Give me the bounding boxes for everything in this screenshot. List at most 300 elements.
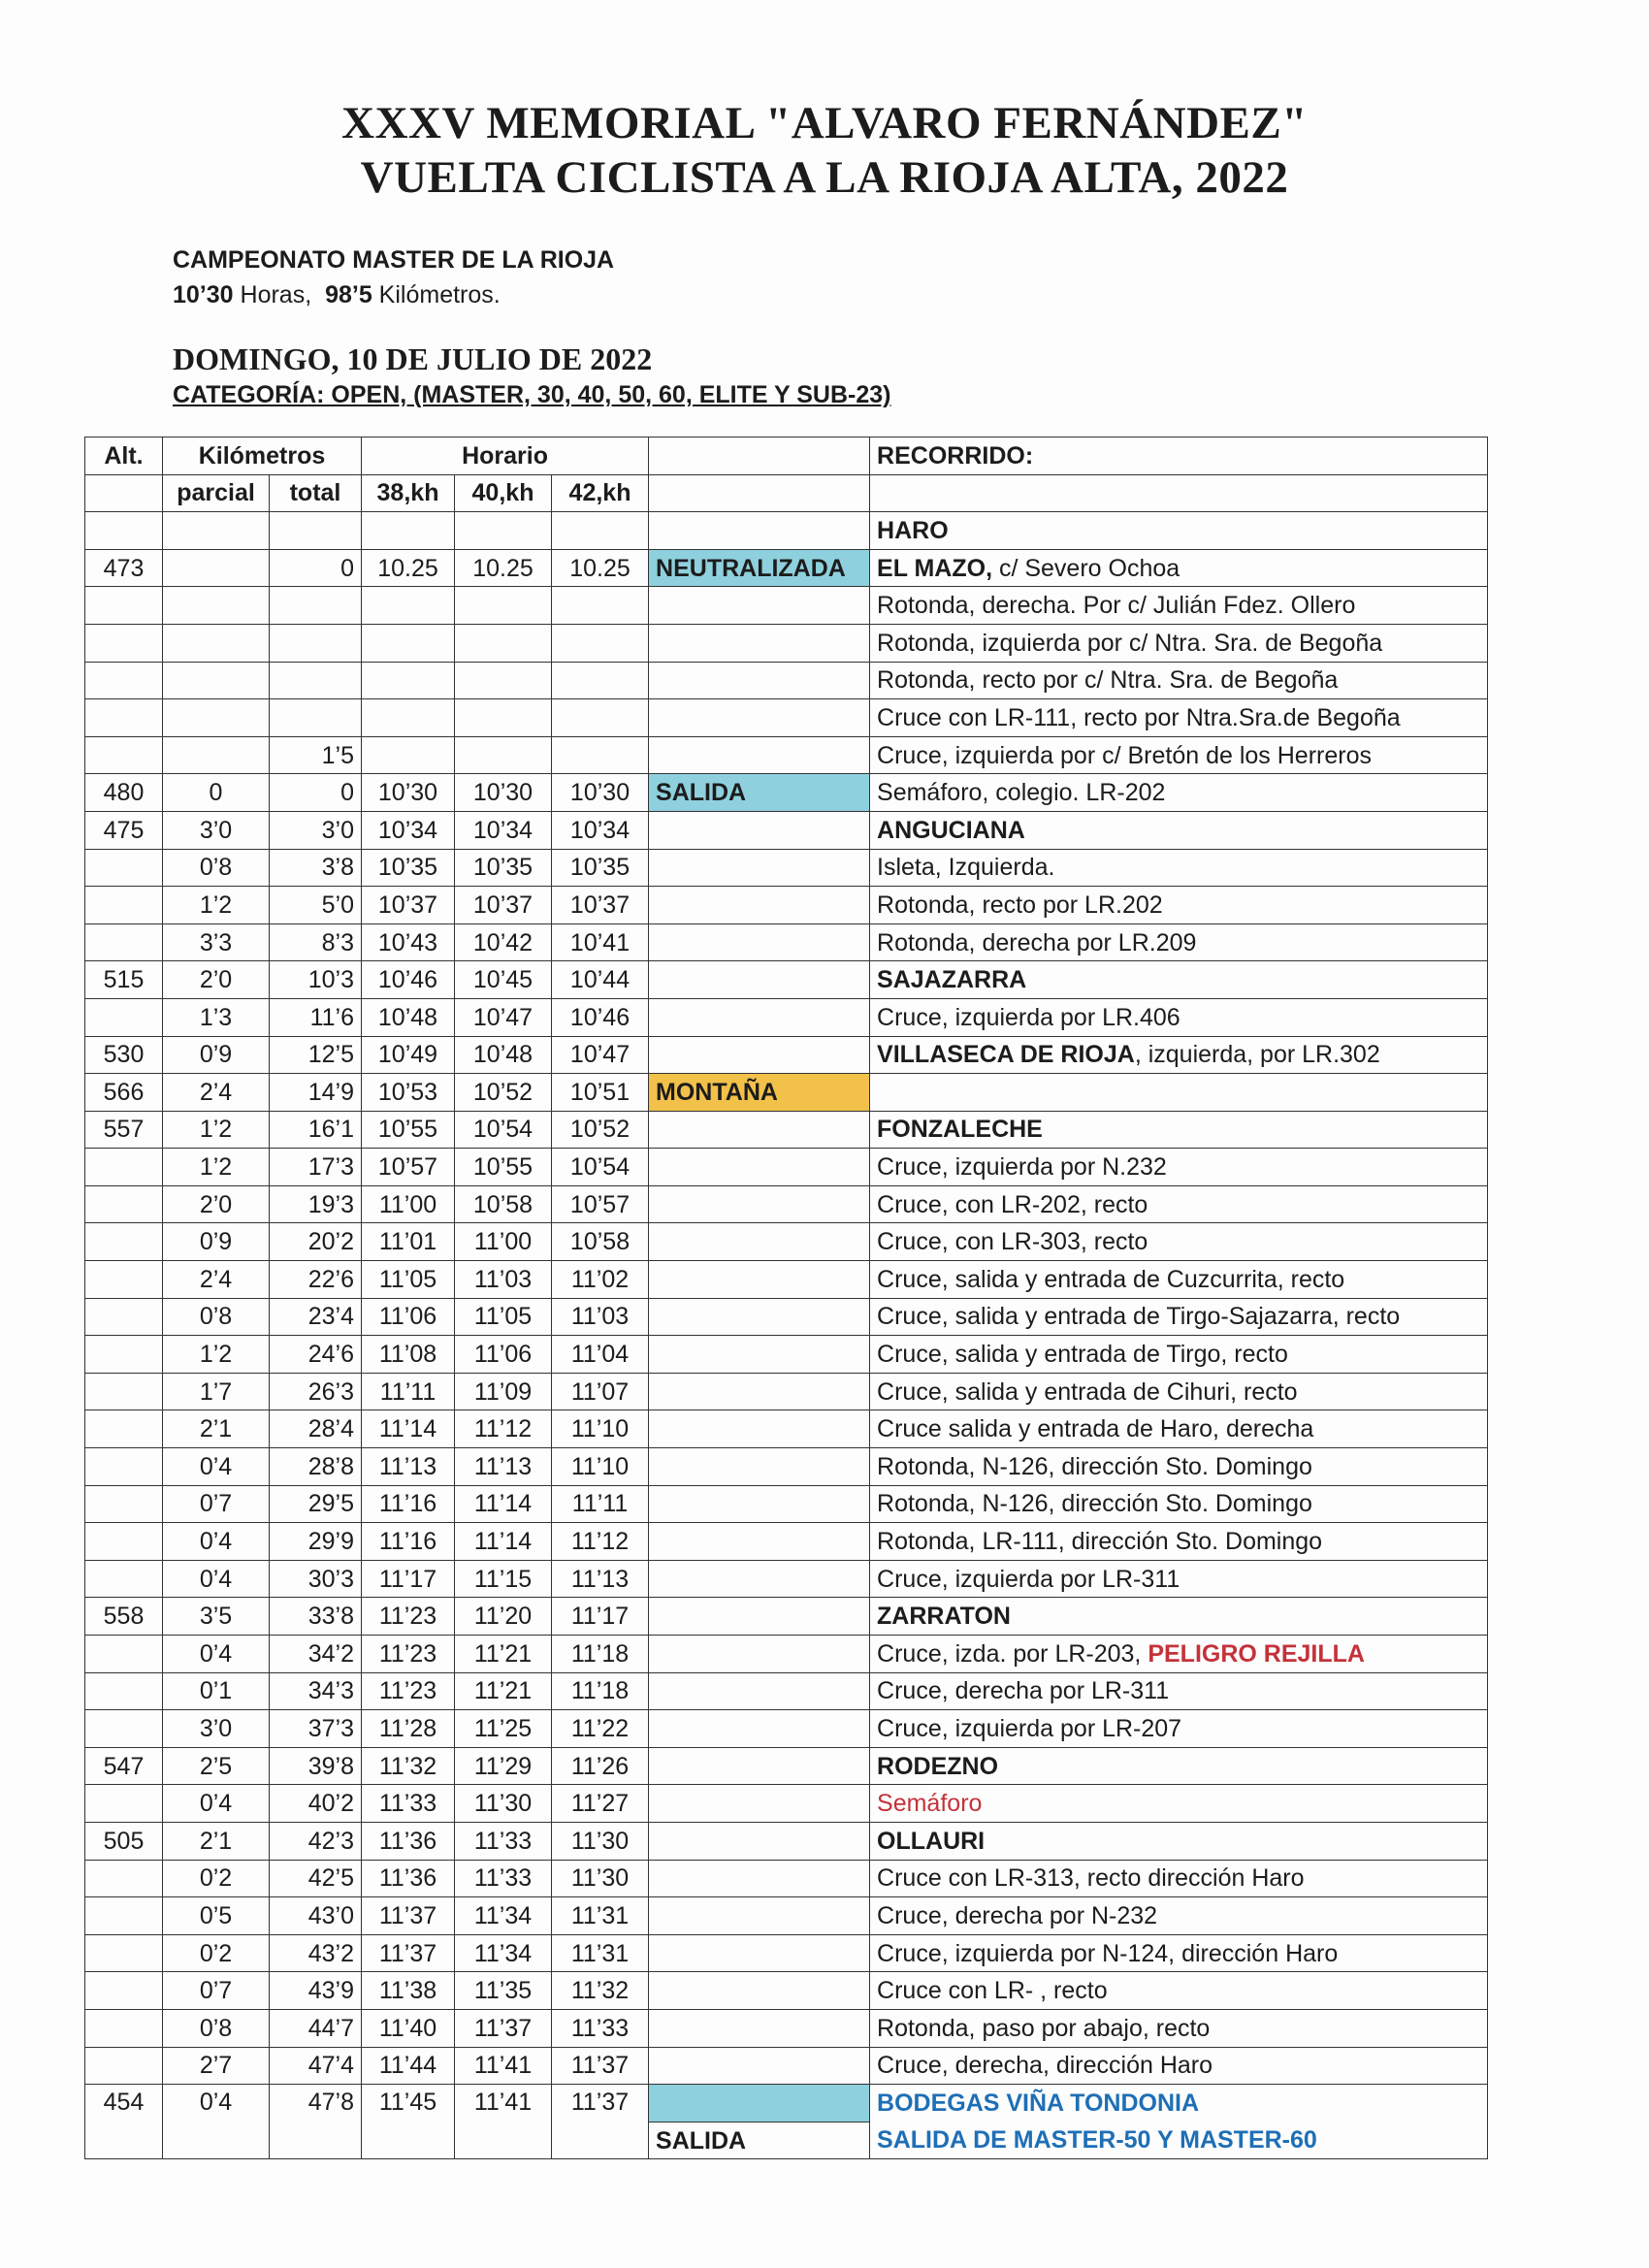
route-text: Semáforo, colegio. LR-202 <box>877 779 1166 807</box>
header-blank <box>85 474 163 512</box>
cell-total: 47’4 <box>270 2047 362 2085</box>
cell-total: 44’7 <box>270 2009 362 2047</box>
cell-time-38: 11’11 <box>362 1373 455 1410</box>
cell-total: 19’3 <box>270 1185 362 1223</box>
cell-alt <box>85 587 163 625</box>
route-text: Rotonda, N-126, dirección Sto. Domingo <box>877 1490 1312 1518</box>
cell-status-tag <box>649 2047 870 2085</box>
cell-status-tag <box>649 1785 870 1823</box>
cell-total: 1’5 <box>270 736 362 774</box>
final-rows <box>85 2085 1488 2159</box>
cell-parcial: 3’0 <box>163 1710 270 1748</box>
route-text: Cruce, izquierda por N-124, dirección Haro <box>877 1939 1339 1967</box>
cell-total: 40’2 <box>270 1785 362 1823</box>
cell-status-tag <box>649 811 870 849</box>
cell-status-tag <box>649 1185 870 1223</box>
cell-alt: 558 <box>85 1598 163 1636</box>
cell-parcial <box>163 624 270 662</box>
route-text: Cruce con LR- , recto <box>877 1977 1108 2005</box>
cell-time-40: 10’48 <box>455 1036 552 1074</box>
route-text: VILLASECA DE RIOJA <box>877 1041 1135 1069</box>
cell-parcial: 3’5 <box>163 1598 270 1636</box>
cell-time-38: 11’23 <box>362 1636 455 1673</box>
cell-alt <box>85 1223 163 1261</box>
cell-route-salida-master: SALIDA DE MASTER-50 Y MASTER-60 <box>870 2122 1488 2159</box>
table-row <box>85 1373 1488 1410</box>
cell-time-40: 11’05 <box>455 1298 552 1336</box>
cell-time-40: 11’41 <box>455 2047 552 2085</box>
cell-parcial: 0’1 <box>163 1672 270 1710</box>
cell-time-42 <box>552 736 649 774</box>
cell-alt <box>85 1185 163 1223</box>
cell-total: 34’2 <box>270 1636 362 1673</box>
cell-time-38: 10’43 <box>362 923 455 961</box>
cell-status-tag <box>649 1560 870 1598</box>
document-title-line1: XXXV MEMORIAL "ALVARO FERNÁNDEZ" <box>341 98 1308 148</box>
table-row <box>85 512 1488 550</box>
table-row-final <box>85 2085 1488 2122</box>
route-text: Cruce, con LR-202, recto <box>877 1190 1148 1218</box>
cell-time-40: 11’13 <box>455 1448 552 1486</box>
cell-total: 23’4 <box>270 1298 362 1336</box>
cell-time-38: 11’14 <box>362 1410 455 1448</box>
cell-time-38: 11’23 <box>362 1598 455 1636</box>
cell-status-tag <box>649 1672 870 1710</box>
cell-total: 37’3 <box>270 1710 362 1748</box>
cell-total: 47’8 <box>270 2085 362 2159</box>
cell-time-38 <box>362 662 455 699</box>
table-row <box>85 1523 1488 1561</box>
cell-alt <box>85 2009 163 2047</box>
cell-alt <box>85 1373 163 1410</box>
cell-time-40: 11’25 <box>455 1710 552 1748</box>
cell-time-38: 11’37 <box>362 1934 455 1972</box>
cell-route <box>870 1747 1488 1785</box>
cell-time-38: 11’40 <box>362 2009 455 2047</box>
table-row <box>85 774 1488 812</box>
table-row <box>85 1111 1488 1149</box>
cell-time-40: 10’47 <box>455 998 552 1036</box>
cell-time-42: 11’12 <box>552 1523 649 1561</box>
cell-alt <box>85 1710 163 1748</box>
cell-time-40: 10’42 <box>455 923 552 961</box>
document-title-line2: VUELTA CICLISTA A LA RIOJA ALTA, 2022 <box>360 152 1289 203</box>
route-text: Cruce, salida y entrada de Tirgo-Sajazarra, recto <box>877 1303 1401 1331</box>
cell-time-42: 10’46 <box>552 998 649 1036</box>
header-row-1 <box>85 437 1488 475</box>
cell-time-42: 10’54 <box>552 1149 649 1186</box>
cell-parcial <box>163 587 270 625</box>
cell-time-42: 11’37 <box>552 2047 649 2085</box>
cell-time-42: 11’07 <box>552 1373 649 1410</box>
cell-time-40: 11’34 <box>455 1934 552 1972</box>
cell-time-40: 11’34 <box>455 1897 552 1935</box>
table-row <box>85 1747 1488 1785</box>
cell-alt <box>85 1560 163 1598</box>
cell-time-38: 11’17 <box>362 1560 455 1598</box>
cell-total: 17’3 <box>270 1149 362 1186</box>
cell-total: 3’0 <box>270 811 362 849</box>
cell-route <box>870 1298 1488 1336</box>
cell-time-42: 11’33 <box>552 2009 649 2047</box>
route-text: Cruce, izquierda por c/ Bretón de los Herreros <box>877 741 1372 769</box>
cell-status-tag <box>649 1336 870 1374</box>
cell-alt: 566 <box>85 1074 163 1112</box>
cell-alt <box>85 512 163 550</box>
cell-time-38: 10’48 <box>362 998 455 1036</box>
route-text: Rotonda, derecha por LR.209 <box>877 928 1197 956</box>
cell-route <box>870 1036 1488 1074</box>
cell-time-40: 10’55 <box>455 1149 552 1186</box>
route-text: RODEZNO <box>877 1752 999 1780</box>
cell-status-tag: SALIDA <box>649 774 870 812</box>
route-text: SAJAZARRA <box>877 966 1027 994</box>
cell-route <box>870 1223 1488 1261</box>
route-text: ANGUCIANA <box>877 816 1025 844</box>
cell-time-38: 11’37 <box>362 1897 455 1935</box>
cell-time-40: 11’33 <box>455 1822 552 1860</box>
cell-time-42 <box>552 699 649 737</box>
cell-status-tag <box>649 1523 870 1561</box>
route-detail: , izquierda, por LR.302 <box>1134 1041 1380 1069</box>
cell-parcial: 1’2 <box>163 1149 270 1186</box>
cell-parcial: 0’8 <box>163 849 270 887</box>
cell-parcial: 0’8 <box>163 2009 270 2047</box>
route-body <box>85 512 1488 2085</box>
cell-status-tag <box>649 1747 870 1785</box>
table-row <box>85 1560 1488 1598</box>
cell-total: 26’3 <box>270 1373 362 1410</box>
cell-status-tag <box>649 1261 870 1299</box>
cell-parcial: 2’4 <box>163 1261 270 1299</box>
cell-time-38: 11’28 <box>362 1710 455 1748</box>
cell-time-40: 11’21 <box>455 1672 552 1710</box>
cell-route <box>870 624 1488 662</box>
header-speed-40: 40,kh <box>455 474 552 512</box>
cell-total: 11’6 <box>270 998 362 1036</box>
cell-alt: 473 <box>85 549 163 587</box>
route-text: Isleta, Izquierda. <box>877 854 1055 882</box>
cell-total: 20’2 <box>270 1223 362 1261</box>
cell-route <box>870 512 1488 550</box>
cell-time-40 <box>455 662 552 699</box>
cell-parcial: 0 <box>163 774 270 812</box>
route-text: ZARRATON <box>877 1603 1011 1631</box>
cell-route <box>870 1485 1488 1523</box>
route-text: OLLAURI <box>877 1827 986 1855</box>
distance-unit: Kilómetros. <box>372 281 501 308</box>
cell-parcial: 2’1 <box>163 1822 270 1860</box>
route-text: Semáforo <box>877 1790 983 1818</box>
cell-alt <box>85 2047 163 2085</box>
table-row <box>85 1074 1488 1112</box>
header-blank <box>870 474 1488 512</box>
route-text: Cruce, izda. por LR-203, <box>877 1639 1148 1668</box>
table-row <box>85 1672 1488 1710</box>
cell-time-38: 11’32 <box>362 1747 455 1785</box>
cell-parcial <box>163 736 270 774</box>
header-kilometros: Kilómetros <box>163 437 362 475</box>
header-blank <box>649 437 870 475</box>
race-date: DOMINGO, 10 DE JULIO DE 2022 <box>173 341 653 376</box>
cell-time-40 <box>455 587 552 625</box>
route-text: Rotonda, derecha. Por c/ Julián Fdez. Ollero <box>877 592 1356 620</box>
cell-parcial: 1’7 <box>163 1373 270 1410</box>
route-text: Cruce con LR-313, recto dirección Haro <box>877 1864 1305 1893</box>
cell-parcial: 0’7 <box>163 1972 270 2010</box>
cell-route <box>870 1860 1488 1897</box>
cell-route <box>870 1448 1488 1486</box>
cell-status-tag <box>649 1410 870 1448</box>
table-row <box>85 1710 1488 1748</box>
cell-total: 16’1 <box>270 1111 362 1149</box>
cell-alt <box>85 1972 163 2010</box>
cell-parcial: 0’2 <box>163 1860 270 1897</box>
table-row <box>85 1822 1488 1860</box>
cell-total: 39’8 <box>270 1747 362 1785</box>
cell-alt <box>85 1785 163 1823</box>
route-text: Cruce, derecha por LR-311 <box>877 1677 1170 1705</box>
cell-parcial: 1’2 <box>163 887 270 924</box>
route-table <box>84 437 1488 2159</box>
cell-time-38: 11’44 <box>362 2047 455 2085</box>
cell-parcial <box>163 512 270 550</box>
cell-status-tag <box>649 587 870 625</box>
cell-parcial: 0’4 <box>163 1523 270 1561</box>
cell-total: 33’8 <box>270 1598 362 1636</box>
cell-parcial: 3’0 <box>163 811 270 849</box>
cell-time-38 <box>362 699 455 737</box>
cell-alt: 505 <box>85 1822 163 1860</box>
cell-alt <box>85 1523 163 1561</box>
cell-status-tag <box>649 736 870 774</box>
cell-status-tag <box>649 1149 870 1186</box>
cell-status-tag <box>649 1598 870 1636</box>
route-text: Cruce, derecha, dirección Haro <box>877 2052 1213 2080</box>
route-text: Rotonda, izquierda por c/ Ntra. Sra. de Begoña <box>877 629 1383 657</box>
cell-alt <box>85 849 163 887</box>
cell-parcial: 0’4 <box>163 2085 270 2159</box>
cell-total <box>270 662 362 699</box>
header-horario: Horario <box>362 437 649 475</box>
cell-time-42: 10.25 <box>552 549 649 587</box>
cell-time-38: 11’38 <box>362 1972 455 2010</box>
route-text: Cruce, salida y entrada de Cihuri, recto <box>877 1377 1298 1406</box>
cell-time-38: 10’37 <box>362 887 455 924</box>
cell-total: 22’6 <box>270 1261 362 1299</box>
header-total: total <box>270 474 362 512</box>
cell-time-38: 10’53 <box>362 1074 455 1112</box>
cell-route <box>870 811 1488 849</box>
route-text: Cruce, izquierda por N.232 <box>877 1153 1167 1182</box>
cell-time-38: 10’49 <box>362 1036 455 1074</box>
cell-route <box>870 887 1488 924</box>
route-warning: PELIGRO REJILLA <box>1148 1639 1365 1668</box>
cell-time-42: 11’04 <box>552 1336 649 1374</box>
cell-alt <box>85 736 163 774</box>
cell-status-tag <box>649 887 870 924</box>
cell-status-tag <box>649 1036 870 1074</box>
header-speed-42: 42,kh <box>552 474 649 512</box>
route-text: EL MAZO, <box>877 554 993 582</box>
cell-time-42 <box>552 512 649 550</box>
cell-tag-blank <box>649 2085 870 2122</box>
table-row <box>85 1485 1488 1523</box>
cell-time-42 <box>552 587 649 625</box>
table-row <box>85 1934 1488 1972</box>
cell-time-42: 10’47 <box>552 1036 649 1074</box>
cell-status-tag <box>649 1897 870 1935</box>
cell-parcial: 0’4 <box>163 1636 270 1673</box>
cell-time-38: 11’16 <box>362 1485 455 1523</box>
cell-route <box>870 1710 1488 1748</box>
cell-alt <box>85 624 163 662</box>
route-text: Rotonda, paso por abajo, recto <box>877 2014 1211 2042</box>
cell-time-38: 11’13 <box>362 1448 455 1486</box>
cell-time-42: 11’18 <box>552 1672 649 1710</box>
cell-time-40: 10’34 <box>455 811 552 849</box>
cell-time-38 <box>362 624 455 662</box>
cell-parcial: 0’8 <box>163 1298 270 1336</box>
cell-time-38: 11’23 <box>362 1672 455 1710</box>
cell-route <box>870 1149 1488 1186</box>
cell-alt <box>85 1485 163 1523</box>
cell-time-38: 11’08 <box>362 1336 455 1374</box>
cell-total: 43’2 <box>270 1934 362 1972</box>
cell-alt <box>85 1336 163 1374</box>
table-row <box>85 1149 1488 1186</box>
cell-total: 24’6 <box>270 1336 362 1374</box>
table-row <box>85 1972 1488 2010</box>
cell-total: 42’5 <box>270 1860 362 1897</box>
cell-status-tag <box>649 1111 870 1149</box>
cell-route <box>870 849 1488 887</box>
cell-time-40: 11’09 <box>455 1373 552 1410</box>
cell-route <box>870 1373 1488 1410</box>
route-text: Cruce con LR-111, recto por Ntra.Sra.de Begoña <box>877 703 1401 731</box>
cell-total <box>270 699 362 737</box>
cell-time-40: 11’29 <box>455 1747 552 1785</box>
cell-route <box>870 1972 1488 2010</box>
cell-time-42: 11’26 <box>552 1747 649 1785</box>
cell-route <box>870 998 1488 1036</box>
cell-time-38: 10’30 <box>362 774 455 812</box>
cell-time-40: 11’30 <box>455 1785 552 1823</box>
cell-total: 29’9 <box>270 1523 362 1561</box>
cell-time-42: 10’57 <box>552 1185 649 1223</box>
cell-alt <box>85 1636 163 1673</box>
cell-route <box>870 2009 1488 2047</box>
cell-route <box>870 1897 1488 1935</box>
cell-alt <box>85 923 163 961</box>
cell-time-40: 10’45 <box>455 961 552 999</box>
cell-time-38: 10.25 <box>362 549 455 587</box>
table-row <box>85 1448 1488 1486</box>
header-parcial: parcial <box>163 474 270 512</box>
cell-total <box>270 512 362 550</box>
cell-time-38: 10’55 <box>362 1111 455 1149</box>
cell-time-40 <box>455 624 552 662</box>
cell-parcial: 2’4 <box>163 1074 270 1112</box>
cell-route <box>870 1074 1488 1112</box>
cell-time-42: 11’31 <box>552 1934 649 1972</box>
cell-alt <box>85 1298 163 1336</box>
table-row <box>85 1223 1488 1261</box>
route-text: Rotonda, recto por LR.202 <box>877 891 1163 919</box>
cell-alt: 515 <box>85 961 163 999</box>
cell-alt <box>85 1860 163 1897</box>
cell-total: 10’3 <box>270 961 362 999</box>
cell-time-42: 11’27 <box>552 1785 649 1823</box>
cell-time-42: 11’17 <box>552 1598 649 1636</box>
cell-time-42: 10’41 <box>552 923 649 961</box>
cell-route <box>870 1410 1488 1448</box>
cell-total: 43’0 <box>270 1897 362 1935</box>
cell-time-38: 10’57 <box>362 1149 455 1186</box>
cell-time-40: 11’06 <box>455 1336 552 1374</box>
table-row <box>85 549 1488 587</box>
cell-parcial: 0’9 <box>163 1223 270 1261</box>
cell-parcial <box>163 549 270 587</box>
cell-time-42: 11’37 <box>552 2085 649 2159</box>
cell-time-40: 11’15 <box>455 1560 552 1598</box>
table-row <box>85 887 1488 924</box>
table-row <box>85 961 1488 999</box>
route-text: HARO <box>877 516 949 544</box>
cell-status-tag <box>649 923 870 961</box>
cell-alt: 530 <box>85 1036 163 1074</box>
route-text: Cruce, izquierda por LR-311 <box>877 1565 1180 1593</box>
cell-status-tag <box>649 998 870 1036</box>
cell-total: 12’5 <box>270 1036 362 1074</box>
cell-alt: 557 <box>85 1111 163 1149</box>
cell-route <box>870 736 1488 774</box>
route-text: Rotonda, LR-111, dirección Sto. Domingo <box>877 1528 1323 1556</box>
cell-time-40: 10.25 <box>455 549 552 587</box>
cell-status-tag <box>649 961 870 999</box>
cell-route <box>870 1185 1488 1223</box>
cell-route <box>870 587 1488 625</box>
cell-total <box>270 624 362 662</box>
cell-status-tag <box>649 662 870 699</box>
cell-status-tag <box>649 1298 870 1336</box>
cell-status-tag <box>649 699 870 737</box>
cell-route <box>870 1598 1488 1636</box>
cell-time-42: 11’11 <box>552 1485 649 1523</box>
header-alt: Alt. <box>85 437 163 475</box>
cell-route <box>870 1636 1488 1673</box>
cell-status-tag <box>649 512 870 550</box>
cell-time-40: 10’37 <box>455 887 552 924</box>
cell-time-42: 11’32 <box>552 1972 649 2010</box>
cell-alt: 547 <box>85 1747 163 1785</box>
cell-route <box>870 1822 1488 1860</box>
start-time: 10’30 <box>173 281 234 308</box>
cell-parcial: 2’5 <box>163 1747 270 1785</box>
cell-alt <box>85 1448 163 1486</box>
cell-route <box>870 961 1488 999</box>
cell-route <box>870 774 1488 812</box>
cell-status-tag <box>649 1972 870 2010</box>
cell-alt <box>85 998 163 1036</box>
cell-parcial: 0’2 <box>163 1934 270 1972</box>
cell-time-42 <box>552 662 649 699</box>
table-row <box>85 624 1488 662</box>
cell-alt: 454 <box>85 2085 163 2159</box>
table-row <box>85 2009 1488 2047</box>
cell-total: 28’4 <box>270 1410 362 1448</box>
cell-total: 0 <box>270 549 362 587</box>
